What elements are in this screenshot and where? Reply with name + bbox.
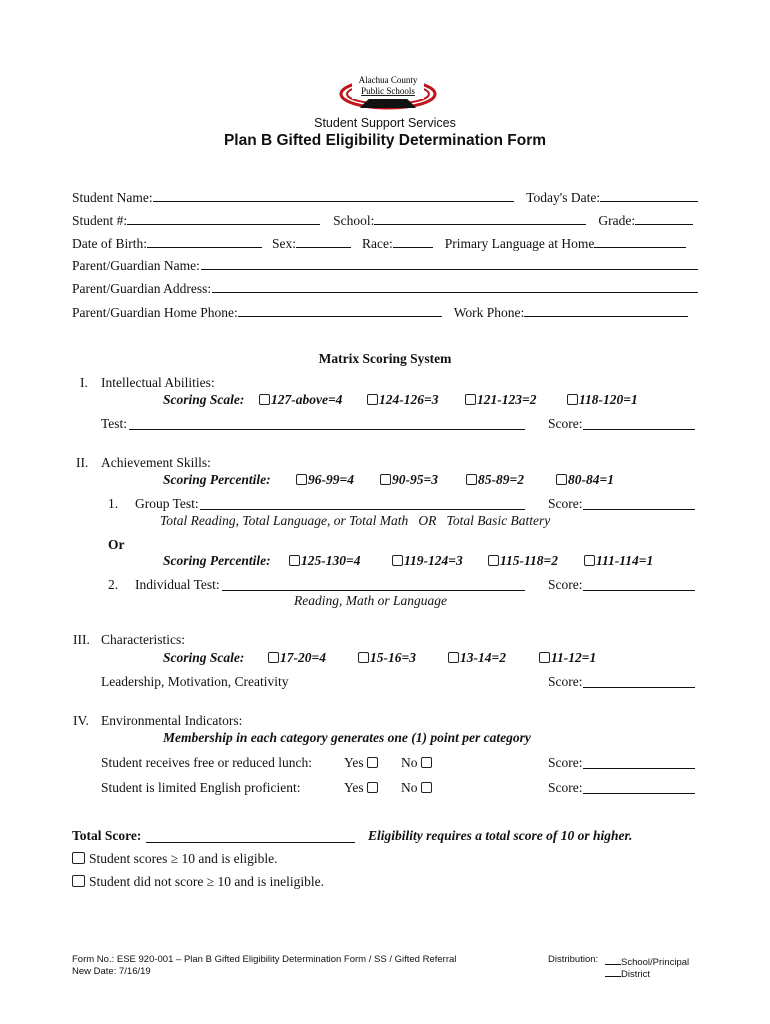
page-title: Plan B Gifted Eligibility Determination Form [223, 132, 547, 149]
section3-traits: Leadership, Motivation, Creativity [101, 674, 289, 689]
parent-address-row [72, 280, 698, 296]
school-label: School: [333, 213, 375, 228]
section1-option-3[interactable] [367, 393, 438, 407]
checkbox[interactable] [72, 852, 85, 864]
section1-score-label: Score: [548, 416, 583, 431]
section1-option-4[interactable] [259, 393, 342, 407]
section2-option-2[interactable] [466, 473, 524, 487]
grade-label: Grade: [598, 213, 636, 228]
sex-field[interactable] [296, 234, 351, 248]
section1-scale-label: Scoring Scale: [163, 392, 245, 407]
option-label: 115-118=2 [500, 553, 558, 568]
phone-row [72, 303, 698, 320]
checkbox[interactable] [421, 757, 432, 768]
yes-label: Yes [344, 780, 364, 795]
individual-score-field[interactable] [583, 577, 695, 591]
distribution-district-blank[interactable] [605, 967, 621, 977]
section1-test-field[interactable] [129, 416, 525, 430]
section3-option-4[interactable] [268, 651, 326, 665]
checkbox[interactable] [584, 555, 595, 566]
checkbox[interactable] [367, 394, 378, 405]
individual-score-label: Score: [548, 577, 583, 592]
option-label: 85-89=2 [478, 472, 524, 487]
english-label: Student is limited English proficient: [101, 780, 301, 795]
distribution-school [605, 955, 689, 968]
checkbox[interactable] [448, 652, 459, 663]
group-score-label: Score: [548, 496, 583, 511]
section4-numeral: IV. [73, 713, 89, 728]
total-score-label: Total Score: [72, 828, 142, 843]
group-test-field[interactable] [200, 496, 525, 510]
individual-test-note: Reading, Math or Language [294, 593, 447, 608]
lunch-no[interactable] [401, 756, 433, 770]
checkbox[interactable] [556, 474, 567, 485]
primary-language-field[interactable] [594, 234, 686, 248]
dob-label: Date of Birth: [72, 236, 147, 251]
section2-scale-label: Scoring Percentile: [163, 472, 271, 487]
checkbox[interactable] [539, 652, 550, 663]
section3-numeral: III. [73, 632, 90, 647]
total-score-field[interactable] [146, 829, 355, 843]
checkbox[interactable] [367, 782, 378, 793]
section4-label: Environmental Indicators: [101, 713, 243, 728]
individual-test-label: Individual Test: [135, 577, 220, 592]
group-score-field[interactable] [583, 496, 695, 510]
todays-date-field[interactable] [600, 188, 698, 202]
todays-date-label: Today's Date: [526, 190, 601, 205]
section2-option-1[interactable] [556, 473, 614, 487]
lunch-yes[interactable] [344, 756, 379, 770]
option-label: 127-above=4 [271, 392, 343, 407]
eligibility-requirement: Eligibility requires a total score of 10 or higher. [368, 828, 633, 843]
option-label: 96-99=4 [308, 472, 354, 487]
distribution-school-blank[interactable] [605, 955, 621, 965]
section3-option-2[interactable] [448, 651, 506, 665]
group-test-label: Group Test: [135, 496, 199, 511]
student-number-field[interactable] [127, 211, 320, 225]
matrix-title: Matrix Scoring System [318, 351, 452, 366]
department: Student Support Services [314, 116, 456, 130]
english-score-field[interactable] [583, 780, 695, 794]
ineligible-option[interactable] [72, 875, 324, 889]
option-label: 13-14=2 [460, 650, 506, 665]
no-label: No [401, 780, 418, 795]
checkbox[interactable] [358, 652, 369, 663]
option-label: 118-120=1 [579, 392, 638, 407]
option-label: 124-126=3 [379, 392, 439, 407]
eligible-label: Student scores ≥ 10 and is eligible. [89, 851, 278, 866]
logo-line1: Alachua County [358, 75, 418, 85]
option-label: 121-123=2 [477, 392, 537, 407]
section3-option-3[interactable] [358, 651, 416, 665]
parent-name-row [72, 257, 698, 273]
section1-test-label: Test: [101, 416, 128, 431]
home-phone-field[interactable] [238, 303, 442, 317]
or-label: Or [108, 537, 125, 552]
student-name-field[interactable] [153, 188, 515, 202]
district-logo [338, 72, 438, 112]
yes-label: Yes [344, 755, 364, 770]
primary-language-label: Primary Language at Home [444, 236, 595, 251]
logo-line2: Public Schools [361, 86, 415, 96]
section2-option2-3[interactable] [392, 554, 463, 568]
section3-scale-label: Scoring Scale: [163, 650, 245, 665]
section3-option-1[interactable] [539, 651, 596, 665]
section1-option-2[interactable] [465, 393, 536, 407]
option-label: 80-84=1 [568, 472, 614, 487]
student-number-row [72, 211, 698, 228]
option-label: 119-124=3 [404, 553, 463, 568]
parent-address-label: Parent/Guardian Address: [72, 281, 212, 296]
section2-option-4[interactable] [296, 473, 354, 487]
footer-distribution: Distribution: [548, 954, 599, 965]
lunch-score-label: Score: [548, 755, 583, 770]
english-no[interactable] [401, 781, 433, 795]
dob-row [72, 234, 698, 251]
parent-name-field[interactable] [201, 257, 698, 270]
section4-note: Membership in each category generates one (1) point per category [163, 730, 531, 745]
checkbox[interactable] [259, 394, 270, 405]
checkbox[interactable] [289, 555, 300, 566]
option-label: 111-114=1 [596, 553, 654, 568]
section3-score-field[interactable] [583, 674, 695, 688]
section3-label: Characteristics: [101, 632, 185, 647]
checkbox[interactable] [72, 875, 85, 887]
work-phone-label: Work Phone: [453, 305, 525, 320]
eligible-option[interactable] [72, 852, 278, 866]
section2-option-3[interactable] [380, 473, 438, 487]
section2-label: Achievement Skills: [101, 455, 211, 470]
parent-name-label: Parent/Guardian Name: [72, 258, 200, 273]
section2-scale2-label: Scoring Percentile: [163, 553, 271, 568]
parent-address-field[interactable] [212, 280, 698, 293]
school-field[interactable] [374, 211, 586, 225]
student-name-label: Student Name: [72, 190, 153, 205]
checkbox[interactable] [296, 474, 307, 485]
english-score-label: Score: [548, 780, 583, 795]
no-label: No [401, 755, 418, 770]
checkbox[interactable] [380, 474, 391, 485]
distribution-district-label: District [621, 969, 651, 980]
individual-test-number: 2. [108, 577, 119, 592]
individual-test-field[interactable] [222, 577, 525, 591]
option-label: 15-16=3 [370, 650, 416, 665]
grade-field[interactable] [635, 211, 693, 225]
section1-score-field[interactable] [583, 416, 695, 430]
home-phone-label: Parent/Guardian Home Phone: [72, 305, 238, 320]
work-phone-field[interactable] [524, 303, 688, 317]
section2-option2-4[interactable] [289, 554, 360, 568]
section1-option-1[interactable] [567, 393, 638, 407]
section2-option2-2[interactable] [488, 554, 558, 568]
race-field[interactable] [393, 234, 433, 248]
checkbox[interactable] [367, 757, 378, 768]
distribution-school-label: School/Principal [621, 957, 690, 968]
checkbox[interactable] [465, 394, 476, 405]
checkbox[interactable] [392, 555, 403, 566]
section2-numeral: II. [76, 455, 89, 470]
checkbox[interactable] [466, 474, 477, 485]
group-test-note: Total Reading, Total Language, or Total Math OR Total Basic Battery [160, 513, 551, 528]
option-label: 90-95=3 [392, 472, 438, 487]
sex-label: Sex: [271, 236, 296, 251]
section1-numeral: I. [80, 375, 88, 390]
dob-field[interactable] [147, 234, 262, 248]
checkbox[interactable] [268, 652, 279, 663]
section1-label: Intellectual Abilities: [101, 375, 215, 390]
option-label: 11-12=1 [551, 650, 597, 665]
checkbox[interactable] [421, 782, 432, 793]
student-name-row [72, 188, 698, 205]
footer-new-date: New Date: 7/16/19 [72, 966, 151, 977]
section3-score-label: Score: [548, 674, 583, 689]
lunch-score-field[interactable] [583, 755, 695, 769]
option-label: 125-130=4 [301, 553, 361, 568]
checkbox[interactable] [488, 555, 499, 566]
option-label: 17-20=4 [280, 650, 326, 665]
distribution-district [605, 967, 650, 980]
race-label: Race: [362, 236, 393, 251]
group-test-number: 1. [108, 496, 119, 511]
lunch-label: Student receives free or reduced lunch: [101, 755, 313, 770]
section2-option2-1[interactable] [584, 554, 653, 568]
footer-form-number: Form No.: ESE 920-001 – Plan B Gifted Eligibility Determination Form / SS / Gifted Referral [72, 954, 457, 965]
student-number-label: Student #: [72, 213, 128, 228]
ineligible-label: Student did not score ≥ 10 and is ineligible. [89, 874, 325, 889]
english-yes[interactable] [344, 781, 379, 795]
checkbox[interactable] [567, 394, 578, 405]
